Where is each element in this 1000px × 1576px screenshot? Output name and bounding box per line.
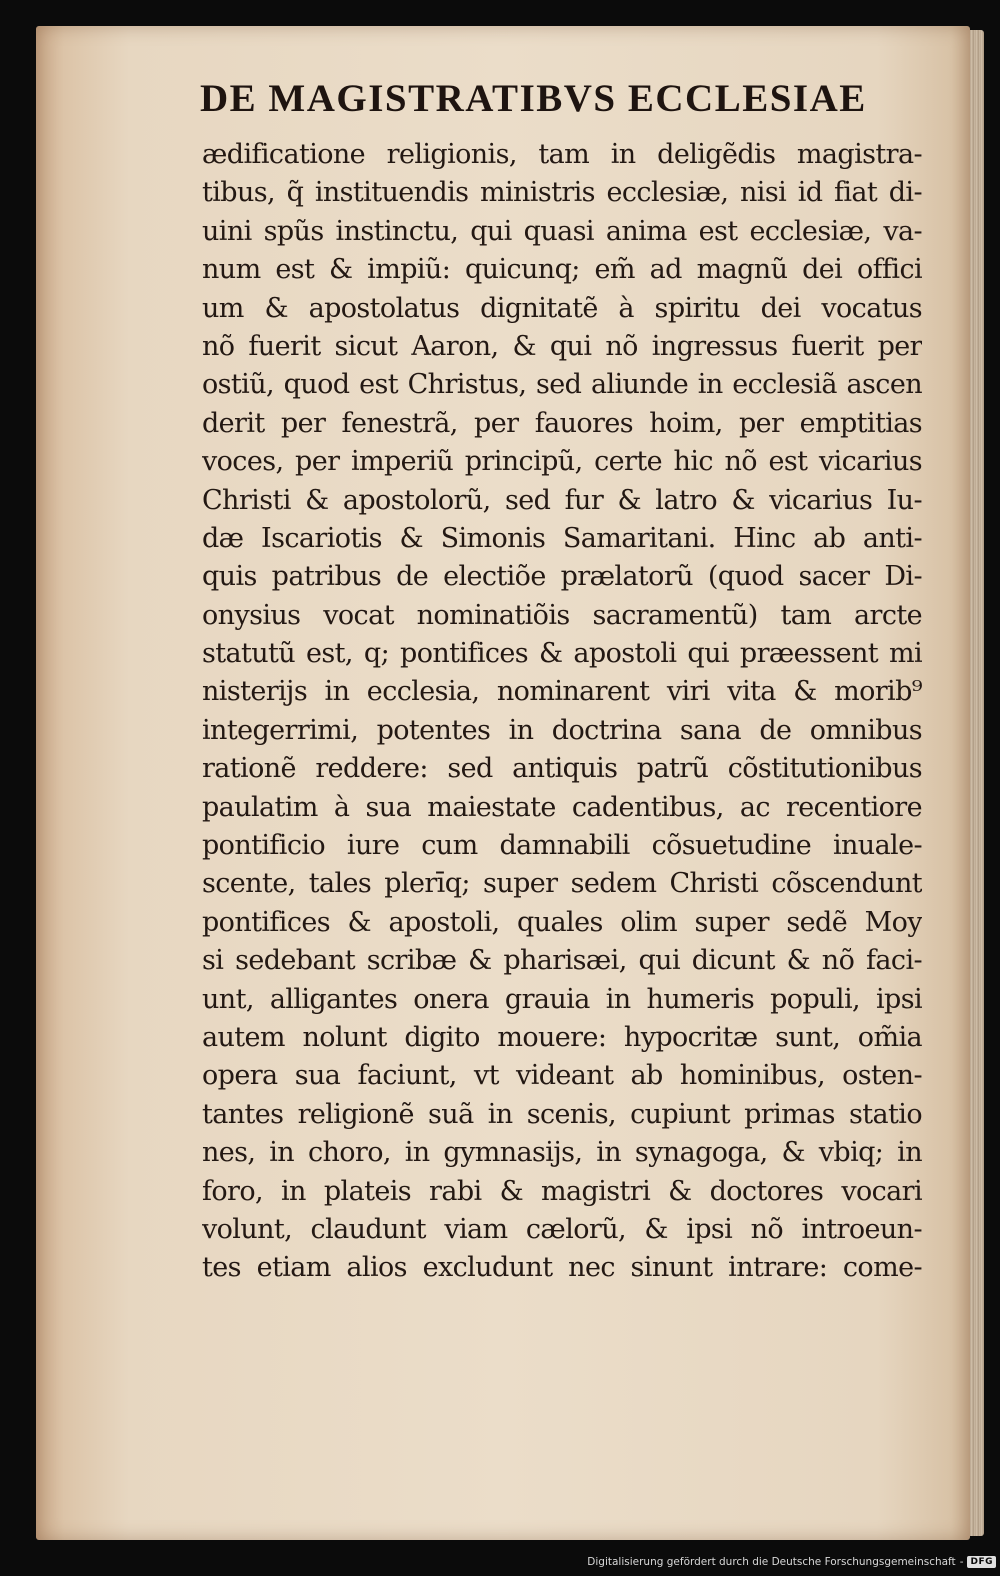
text-line: ostiũ, quod est Christus, sed aliunde in ecclesiã ascen [202, 369, 922, 401]
text-line: unt, alligantes onera grauia in humeris populi, ipsi [202, 983, 922, 1015]
body-text [202, 136, 922, 1288]
text-line: volunt, claudunt viam cælorũ, & ipsi nõ introeun- [202, 1213, 922, 1245]
text-line: statutũ est, q; pontifices & apostoli qui præessent mi [202, 638, 922, 670]
text-line: si sedebant scribæ & pharisæi, qui dicunt & nõ faci- [202, 945, 922, 977]
text-line: onysius vocat nominatiõis sacramentũ) tam arcte [202, 599, 922, 631]
text-line: quis patribus de electiõe prælatorũ (quod sacer Di- [202, 561, 922, 593]
text-line: scente, tales plerīq; super sedem Christi cõscendunt [202, 868, 922, 900]
text-line: num est & impiũ: quicunq; em̃ ad magnũ dei offici [202, 254, 922, 286]
text-line: foro, in plateis rabi & magistri & doctores vocari [202, 1175, 922, 1207]
text-line: integerrimi, potentes in doctrina sana de omnibus [202, 714, 922, 746]
text-line: pontificio iure cum damnabili cõsuetudine inuale- [202, 830, 922, 862]
text-line: paulatim à sua maiestate cadentibus, ac recentiore [202, 791, 922, 823]
text-line: opera sua faciunt, vt videant ab hominibus, osten- [202, 1060, 922, 1092]
text-line: tantes religionẽ suã in scenis, cupiunt primas statio [202, 1098, 922, 1130]
text-line: tibus, q̃ instituendis ministris ecclesiæ, nisi id fiat di- [202, 177, 922, 209]
running-head: DE MAGISTRATIBVS ECCLESIAE [200, 77, 867, 120]
text-line: rationẽ reddere: sed antiquis patrũ cõstitutionibus [202, 753, 922, 785]
page-edge [970, 30, 984, 1536]
text-line: nes, in choro, in gymnasijs, in synagoga, & vbiq; in [202, 1137, 922, 1169]
digitization-credit [587, 1552, 996, 1572]
text-line: um & apostolatus dignitatẽ à spiritu dei vocatus [202, 292, 922, 324]
text-line: nõ fuerit sicut Aaron, & qui nõ ingressus fuerit per [202, 330, 922, 362]
dfg-logo: DFG [967, 1556, 996, 1568]
text-line: voces, per imperiũ principũ, certe hic nõ est vicarius [202, 446, 922, 478]
text-line: tes etiam alios excludunt nec sinunt intrare: come- [202, 1252, 922, 1284]
text-line: nisterijs in ecclesia, nominarent viri vita & morib⁹ [202, 676, 922, 708]
text-line: Christi & apostolorũ, sed fur & latro & vicarius Iu- [202, 484, 922, 516]
credit-separator: - [959, 1556, 964, 1568]
text-line: pontifices & apostoli, quales olim super sedẽ Moy [202, 906, 922, 938]
text-line: uini spũs instinctu, qui quasi anima est ecclesiæ, va- [202, 215, 922, 247]
text-line: dæ Iscariotis & Simonis Samaritani. Hinc ab anti- [202, 522, 922, 554]
text-line: derit per fenestrã, per fauores hoim, per emptitias [202, 407, 922, 439]
text-line: ædificatione religionis, tam in deligẽdis magistra- [202, 139, 922, 170]
credit-text: Digitalisierung gefördert durch die Deutsche Forschungsgemeinschaft [587, 1556, 956, 1568]
text-line: autem nolunt digito mouere: hypocritæ sunt, om̃ia [202, 1021, 922, 1053]
